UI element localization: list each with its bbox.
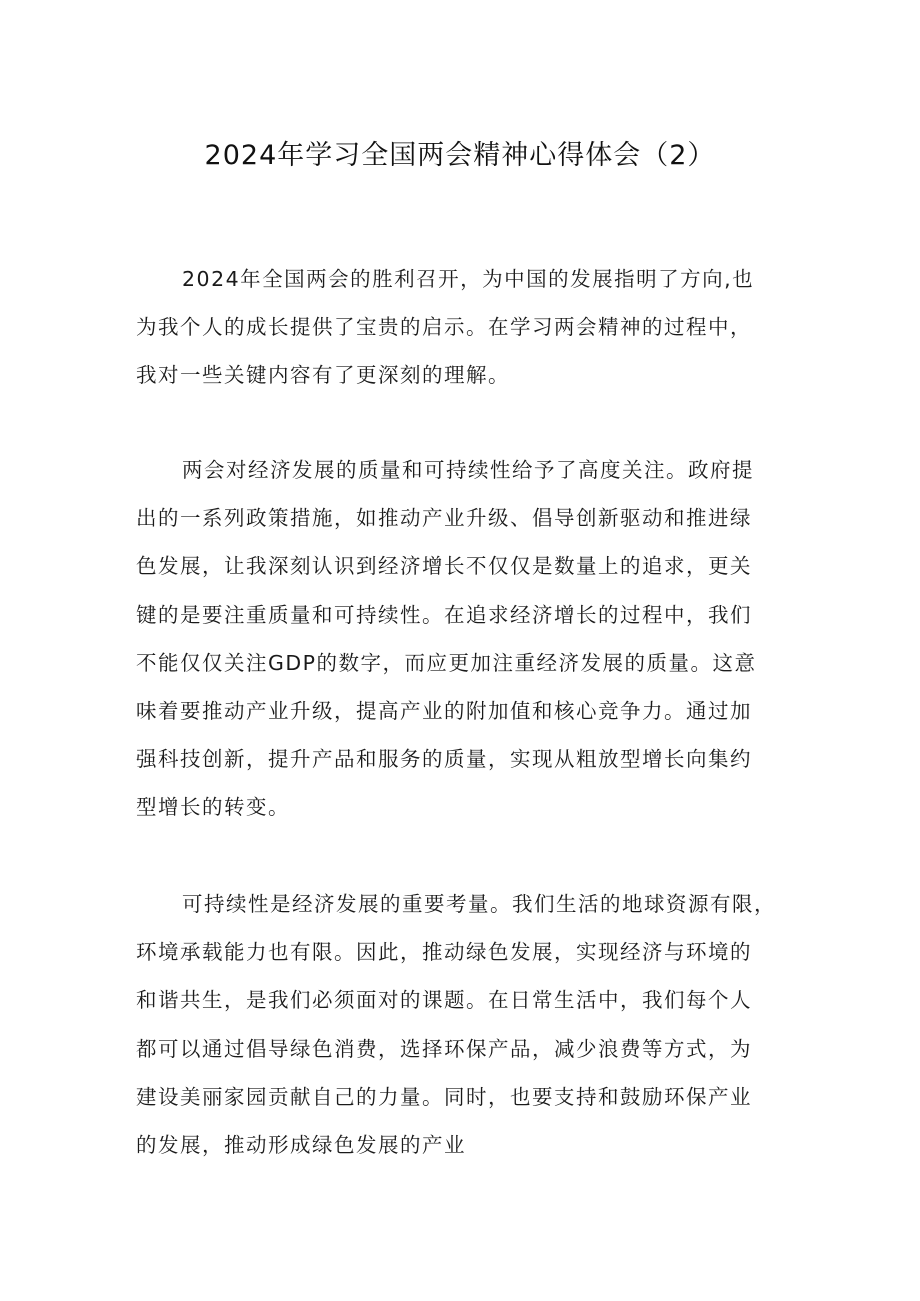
paragraph-line: 可持续性是经济发展的重要考量。我们生活的地球资源有限， bbox=[182, 892, 776, 916]
paragraph-line: 和谐共生，是我们必须面对的课题。在日常生活中，我们每个人 bbox=[136, 988, 752, 1013]
paragraph-line: 强科技创新，提升产品和服务的质量，实现从粗放型增长向集约 bbox=[136, 747, 752, 772]
paragraph-line: 味着要推动产业升级，提高产业的附加值和核心竞争力。通过加 bbox=[136, 699, 752, 724]
paragraph-line: 不能仅仅关注GDP的数字，而应更加注重经济发展的质量。这意 bbox=[136, 650, 757, 675]
paragraph-line: 建设美丽家园贡献自己的力量。同时，也要支持和鼓励环保产业 bbox=[136, 1084, 752, 1109]
paragraph-line: 的发展，推动形成绿色发展的产业 bbox=[136, 1133, 466, 1158]
paragraph-line: 两会对经济发展的质量和可持续性给予了高度关注。政府提 bbox=[182, 458, 754, 482]
paragraph-line: 为我个人的成长提供了宝贵的启示。在学习两会精神的过程中， bbox=[136, 315, 752, 340]
paragraph-line: 2024年全国两会的胜利召开，为中国的发展指明了方向,也 bbox=[182, 267, 755, 291]
document-title: 2024年学习全国两会精神心得体会（2） bbox=[204, 140, 716, 171]
paragraph-1 bbox=[136, 255, 796, 400]
paragraph-line: 都可以通过倡导绿色消费，选择环保产品，减少浪费等方式，为 bbox=[136, 1036, 752, 1061]
paragraph-line: 色发展，让我深刻认识到经济增长不仅仅是数量上的追求，更关 bbox=[136, 554, 752, 579]
paragraph-line: 键的是要注重质量和可持续性。在追求经济增长的过程中，我们 bbox=[136, 602, 752, 627]
paragraph-2 bbox=[136, 446, 796, 832]
paragraph-line: 型增长的转变。 bbox=[136, 795, 290, 820]
paragraph-3 bbox=[136, 880, 796, 1169]
paragraph-line: 我对一些关键内容有了更深刻的理解。 bbox=[136, 363, 510, 388]
paragraph-line: 环境承载能力也有限。因此，推动绿色发展，实现经济与环境的 bbox=[136, 940, 752, 965]
paragraph-line: 出的一系列政策措施，如推动产业升级、倡导创新驱动和推进绿 bbox=[136, 506, 752, 531]
